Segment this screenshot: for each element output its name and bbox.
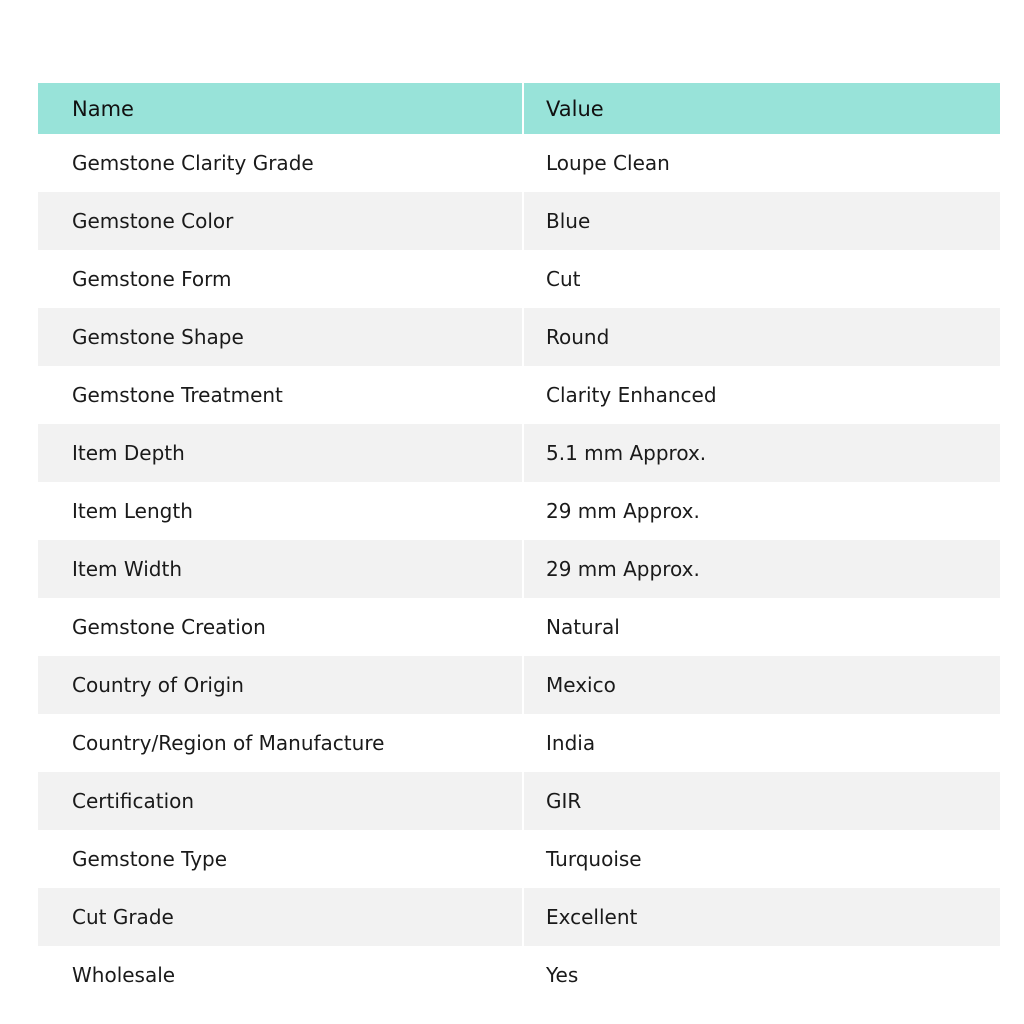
cell-value: Excellent (546, 905, 638, 929)
cell-value: Blue (546, 209, 591, 233)
cell-value: Clarity Enhanced (546, 383, 717, 407)
table-row (38, 888, 1000, 946)
table-row (38, 656, 1000, 714)
cell-value: India (546, 731, 596, 755)
table-row (38, 772, 1000, 830)
table-header-row (38, 83, 1000, 134)
cell-name: Item Width (38, 540, 523, 598)
table-row (38, 424, 1000, 482)
cell-value: Mexico (546, 673, 616, 697)
cell-name: Item Length (38, 482, 523, 540)
cell-name: Gemstone Clarity Grade (38, 134, 523, 192)
table-body (38, 134, 1000, 1004)
cell-name: Gemstone Form (38, 250, 523, 308)
cell-value: Round (546, 325, 610, 349)
table-row (38, 482, 1000, 540)
table-row (38, 192, 1000, 250)
column-header-value: Value (546, 96, 604, 121)
cell-value: Cut (546, 267, 581, 291)
table-row (38, 540, 1000, 598)
cell-name: Gemstone Color (38, 192, 523, 250)
table-row (38, 714, 1000, 772)
specifications-table-container (38, 83, 1000, 1004)
cell-name: Country of Origin (38, 656, 523, 714)
table-row (38, 830, 1000, 888)
cell-value: Yes (546, 963, 579, 987)
table-row (38, 598, 1000, 656)
cell-name: Gemstone Creation (38, 598, 523, 656)
table-header (38, 83, 1000, 134)
table-row (38, 308, 1000, 366)
cell-name: Gemstone Treatment (38, 366, 523, 424)
table-row (38, 250, 1000, 308)
cell-name: Certification (38, 772, 523, 830)
table-row (38, 134, 1000, 192)
cell-name: Wholesale (38, 946, 523, 1004)
cell-value: 5.1 mm Approx. (546, 441, 707, 465)
column-header-name: Name (38, 83, 523, 134)
cell-value: Natural (546, 615, 620, 639)
cell-name: Gemstone Type (38, 830, 523, 888)
cell-value: 29 mm Approx. (546, 557, 700, 581)
cell-name: Country/Region of Manufacture (38, 714, 523, 772)
cell-name: Cut Grade (38, 888, 523, 946)
cell-name: Item Depth (38, 424, 523, 482)
cell-value: GIR (546, 789, 582, 813)
table-row (38, 366, 1000, 424)
table-row (38, 946, 1000, 1004)
cell-name: Gemstone Shape (38, 308, 523, 366)
cell-value: Turquoise (546, 847, 642, 871)
cell-value: Loupe Clean (546, 151, 670, 175)
specifications-table (38, 83, 1000, 1004)
cell-value: 29 mm Approx. (546, 499, 700, 523)
